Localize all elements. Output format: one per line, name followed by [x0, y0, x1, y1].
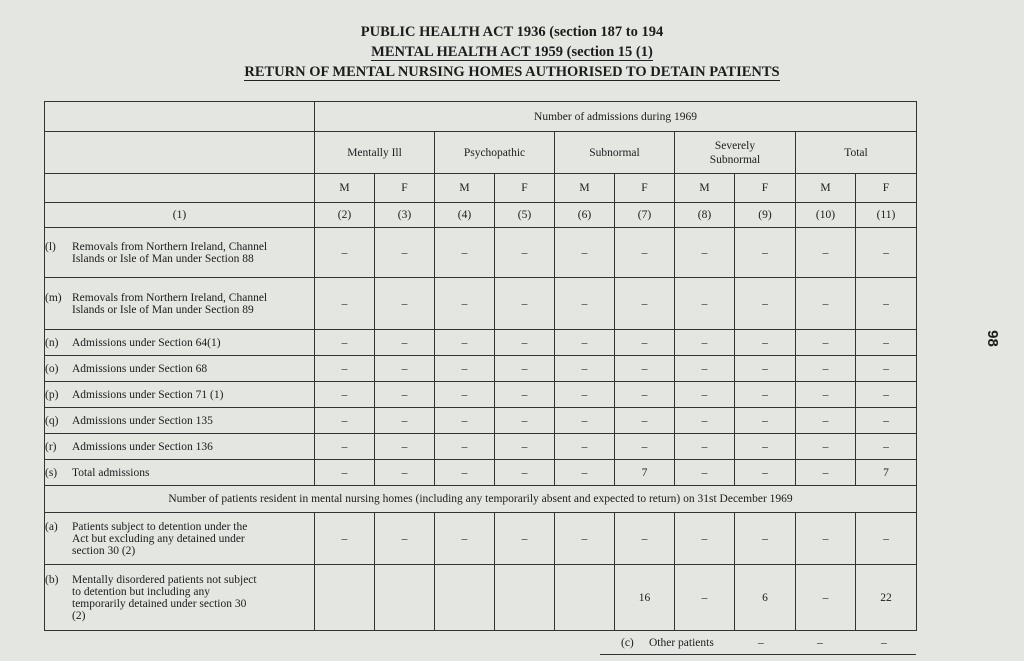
value-cell: – — [615, 513, 675, 565]
description-wrap — [45, 574, 314, 622]
value-cell: – — [315, 228, 375, 278]
row-text: Admissions under Section 135 — [72, 414, 213, 427]
admission-row — [45, 434, 917, 460]
value-cell: – — [375, 228, 435, 278]
value-cell: – — [796, 278, 856, 330]
group-label: Severely Subnormal — [709, 139, 761, 166]
value-cell: – — [315, 330, 375, 356]
sex-header: F — [856, 174, 917, 203]
row-description — [45, 513, 315, 565]
sex-header: M — [435, 174, 495, 203]
admissions-title-row — [45, 102, 917, 132]
sex-header: F — [735, 174, 796, 203]
column-number: (11) — [856, 203, 917, 228]
groups-row — [45, 132, 917, 174]
value-cell: 7 — [615, 460, 675, 486]
row-description — [45, 330, 315, 356]
value-cell: – — [315, 434, 375, 460]
description-wrap — [45, 441, 314, 453]
value-cell: – — [615, 408, 675, 434]
sex-header: F — [615, 174, 675, 203]
admission-row — [45, 382, 917, 408]
resident-row — [45, 513, 917, 565]
column-number: (6) — [555, 203, 615, 228]
row-label: (a) — [45, 520, 58, 533]
value-cell: – — [675, 565, 735, 631]
admission-row — [45, 356, 917, 382]
value-cell: – — [675, 434, 735, 460]
value-cell: – — [856, 382, 917, 408]
row-description — [45, 228, 315, 278]
admission-row — [45, 408, 917, 434]
value-cell: – — [315, 408, 375, 434]
group-header — [315, 132, 435, 174]
value-cell: – — [615, 382, 675, 408]
value-cell: – — [555, 460, 615, 486]
value-cell: – — [796, 356, 856, 382]
group-header — [675, 132, 796, 174]
resident-row — [45, 565, 917, 631]
value-cell — [315, 565, 375, 631]
admission-row — [45, 228, 917, 278]
value-cell: – — [856, 228, 917, 278]
value-cell: – — [495, 228, 555, 278]
header-blank — [45, 174, 315, 203]
row-label: (s) — [45, 466, 58, 479]
value-cell: – — [435, 356, 495, 382]
value-cell: – — [615, 278, 675, 330]
value-cell: 16 — [615, 565, 675, 631]
value-cell: – — [375, 408, 435, 434]
admission-row — [45, 278, 917, 330]
row-text: Patients subject to detention under the Act but excluding any detained under section 30 (2) — [72, 520, 248, 557]
value-cell: – — [375, 356, 435, 382]
row-description — [45, 434, 315, 460]
other-patients-value: – — [881, 637, 887, 649]
value-cell: – — [435, 513, 495, 565]
row-label: (r) — [45, 440, 57, 453]
row-description — [45, 382, 315, 408]
column-number: (7) — [615, 203, 675, 228]
value-cell: – — [675, 356, 735, 382]
other-patients-label: (c) — [621, 637, 634, 649]
value-cell: – — [555, 382, 615, 408]
row-description — [45, 565, 315, 631]
header-blank — [45, 102, 315, 132]
column-number: (9) — [735, 203, 796, 228]
header-blank — [45, 132, 315, 174]
value-cell: – — [555, 330, 615, 356]
value-cell: – — [735, 408, 796, 434]
value-cell: – — [735, 434, 796, 460]
value-cell: – — [495, 408, 555, 434]
column-number-row — [45, 203, 917, 228]
value-cell: – — [375, 278, 435, 330]
group-label: Psychopathic — [463, 146, 526, 159]
value-cell: – — [555, 356, 615, 382]
row-label: (o) — [45, 362, 59, 375]
value-cell: – — [796, 513, 856, 565]
value-cell: – — [735, 382, 796, 408]
value-cell: 6 — [735, 565, 796, 631]
row-label: (l) — [45, 240, 56, 253]
value-cell: – — [375, 513, 435, 565]
sex-header: M — [796, 174, 856, 203]
column-number: (10) — [796, 203, 856, 228]
description-wrap — [45, 337, 314, 349]
value-cell — [435, 565, 495, 631]
value-cell: – — [675, 382, 735, 408]
value-cell: – — [856, 513, 917, 565]
value-cell: – — [375, 434, 435, 460]
value-cell: – — [735, 356, 796, 382]
resident-title: Number of patients resident in mental nursing homes (including any temporarily absent and expected to return) on 31st December 1969 — [45, 486, 917, 513]
column-number: (8) — [675, 203, 735, 228]
row-description — [45, 408, 315, 434]
value-cell: – — [375, 382, 435, 408]
value-cell: 22 — [856, 565, 917, 631]
value-cell: – — [315, 278, 375, 330]
value-cell: – — [375, 330, 435, 356]
value-cell — [555, 565, 615, 631]
value-cell — [495, 565, 555, 631]
value-cell: – — [315, 382, 375, 408]
group-header — [796, 132, 917, 174]
row-text: Admissions under Section 71 (1) — [72, 388, 224, 401]
row-text: Removals from Northern Ireland, Channel Islands or Isle of Man under Section 88 — [72, 240, 268, 265]
value-cell: – — [555, 408, 615, 434]
row-text: Total admissions — [72, 466, 150, 479]
value-cell: – — [856, 278, 917, 330]
value-cell: – — [555, 513, 615, 565]
value-cell: – — [675, 513, 735, 565]
value-cell: – — [735, 513, 796, 565]
value-cell: – — [435, 460, 495, 486]
row-text: Admissions under Section 64(1) — [72, 336, 221, 349]
value-cell: – — [495, 356, 555, 382]
group-label: Mentally Ill — [347, 146, 402, 159]
value-cell: – — [435, 278, 495, 330]
sex-header: F — [375, 174, 435, 203]
title-line-3: RETURN OF MENTAL NURSING HOMES AUTHORISED TO DETAIN PATIENTS — [244, 64, 780, 80]
value-cell: – — [435, 434, 495, 460]
sex-row — [45, 174, 917, 203]
admissions-title: Number of admissions during 1969 — [315, 102, 917, 132]
title-line-2: MENTAL HEALTH ACT 1959 (section 15 (1) — [371, 44, 653, 60]
row-description — [45, 278, 315, 330]
value-cell: – — [435, 330, 495, 356]
value-cell: – — [495, 434, 555, 460]
row-text: Admissions under Section 136 — [72, 440, 213, 453]
value-cell: – — [675, 330, 735, 356]
value-cell: – — [435, 228, 495, 278]
sex-header: M — [555, 174, 615, 203]
row-label: (n) — [45, 336, 59, 349]
title-line-1: PUBLIC HEALTH ACT 1936 (section 187 to 194 — [360, 24, 664, 40]
description-wrap — [45, 389, 314, 401]
other-patients-text: Other patients — [649, 637, 714, 649]
other-patients-value: – — [817, 637, 823, 649]
value-cell: – — [856, 356, 917, 382]
row-text: Removals from Northern Ireland, Channel Islands or Isle of Man under Section 89 — [72, 291, 268, 316]
description-wrap — [45, 292, 314, 316]
description-wrap — [45, 241, 314, 265]
row-label: (m) — [45, 291, 62, 304]
value-cell: – — [615, 330, 675, 356]
value-cell: – — [796, 330, 856, 356]
value-cell: – — [675, 228, 735, 278]
row-description — [45, 356, 315, 382]
admission-row — [45, 460, 917, 486]
value-cell: – — [796, 434, 856, 460]
other-patients-rule — [600, 654, 916, 655]
group-header — [555, 132, 675, 174]
value-cell: – — [495, 513, 555, 565]
page-number: 98 — [983, 330, 1001, 347]
value-cell: – — [675, 408, 735, 434]
value-cell: – — [435, 408, 495, 434]
sex-header: M — [675, 174, 735, 203]
row-label: (p) — [45, 388, 59, 401]
column-number: (1) — [45, 203, 315, 228]
other-patients-value: – — [758, 637, 764, 649]
title-block — [0, 22, 1024, 82]
group-header — [435, 132, 555, 174]
column-number: (4) — [435, 203, 495, 228]
value-cell: – — [796, 460, 856, 486]
value-cell: – — [856, 330, 917, 356]
value-cell: – — [735, 330, 796, 356]
other-patients-row — [600, 634, 916, 652]
value-cell: – — [315, 513, 375, 565]
value-cell: – — [495, 330, 555, 356]
value-cell: – — [675, 460, 735, 486]
sex-header: M — [315, 174, 375, 203]
value-cell: – — [615, 356, 675, 382]
value-cell: – — [796, 408, 856, 434]
value-cell: – — [435, 382, 495, 408]
admission-row — [45, 330, 917, 356]
return-table — [44, 101, 917, 631]
sex-header: F — [495, 174, 555, 203]
value-cell: – — [796, 382, 856, 408]
value-cell: – — [495, 382, 555, 408]
value-cell: – — [555, 228, 615, 278]
value-cell: – — [375, 460, 435, 486]
value-cell: – — [615, 434, 675, 460]
value-cell: – — [315, 356, 375, 382]
row-description — [45, 460, 315, 486]
description-wrap — [45, 467, 314, 479]
description-wrap — [45, 521, 314, 557]
group-label: Subnormal — [589, 146, 640, 159]
column-number: (5) — [495, 203, 555, 228]
row-label: (q) — [45, 414, 59, 427]
value-cell: – — [735, 460, 796, 486]
column-number: (3) — [375, 203, 435, 228]
row-label: (b) — [45, 573, 59, 586]
description-wrap — [45, 415, 314, 427]
column-number: (2) — [315, 203, 375, 228]
value-cell — [375, 565, 435, 631]
value-cell: – — [495, 460, 555, 486]
row-text: Mentally disordered patients not subject to detention but including any temporarily detained under section 30 (2) — [72, 573, 257, 622]
row-text: Admissions under Section 68 — [72, 362, 208, 375]
value-cell: – — [735, 228, 796, 278]
value-cell: – — [555, 434, 615, 460]
value-cell: – — [735, 278, 796, 330]
value-cell: – — [856, 434, 917, 460]
value-cell: – — [555, 278, 615, 330]
group-label: Total — [844, 146, 868, 159]
value-cell: – — [796, 565, 856, 631]
value-cell: – — [796, 228, 856, 278]
value-cell: – — [675, 278, 735, 330]
value-cell: – — [856, 408, 917, 434]
value-cell: 7 — [856, 460, 917, 486]
value-cell: – — [315, 460, 375, 486]
resident-title-row — [45, 486, 917, 513]
value-cell: – — [615, 228, 675, 278]
value-cell: – — [495, 278, 555, 330]
description-wrap — [45, 363, 314, 375]
